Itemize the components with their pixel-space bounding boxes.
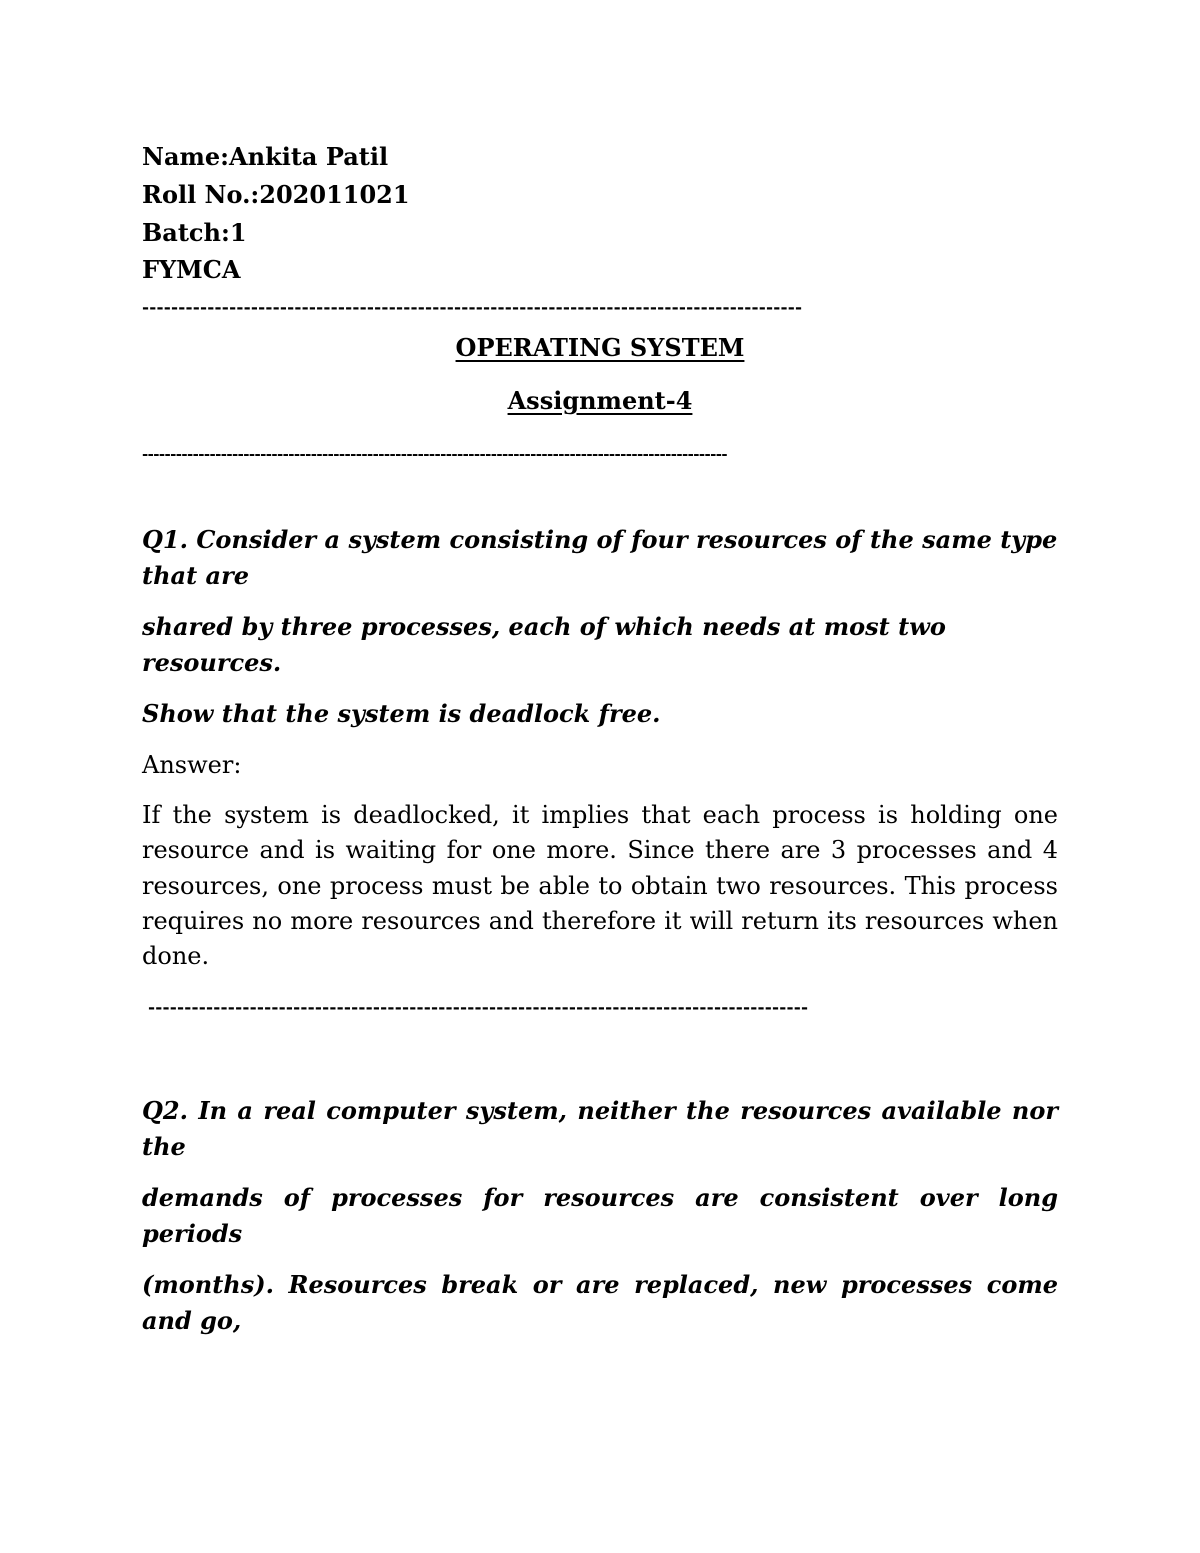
separator-after-q1: ------------------------------------------------------------------------------------------- xyxy=(148,998,809,1018)
subject-title: OPERATING SYSTEM xyxy=(455,333,745,362)
q2-line2: demands of processes for resources are consistent over long periods xyxy=(142,1183,1058,1248)
separator-top: ------------------------------------------------------------------------------------------- xyxy=(142,298,803,318)
course: FYMCA xyxy=(142,255,241,284)
answer-label: Answer: xyxy=(142,751,242,779)
q2-line1: Q2. In a real computer system, neither the resources available nor the xyxy=(142,1096,1058,1161)
q1-line2: shared by three processes, each of which needs at most two resources. xyxy=(142,612,946,677)
q1-line1: Q1. Consider a system consisting of four resources of the same type that are xyxy=(142,525,1058,590)
q2-line3: (months). Resources break or are replaced, new processes come and go, xyxy=(142,1270,1058,1335)
batch: Batch:1 xyxy=(142,218,247,247)
assignment-title: Assignment-4 xyxy=(507,386,693,415)
q1-answer: If the system is deadlocked, it implies that each process is holding one resource and is waiting for one more. Since there are 3 processes and 4 resources, one process must be able to obtain two resources. This process requires no more resources and therefore it will return its resources when done. xyxy=(142,801,1058,971)
roll-number: Roll No.:202011021 xyxy=(142,180,410,209)
separator-middle: -------------------------------------------------------------------------------------------------------- xyxy=(142,445,728,463)
q1-line3: Show that the system is deadlock free. xyxy=(142,699,661,728)
student-name: Name:Ankita Patil xyxy=(142,142,389,171)
